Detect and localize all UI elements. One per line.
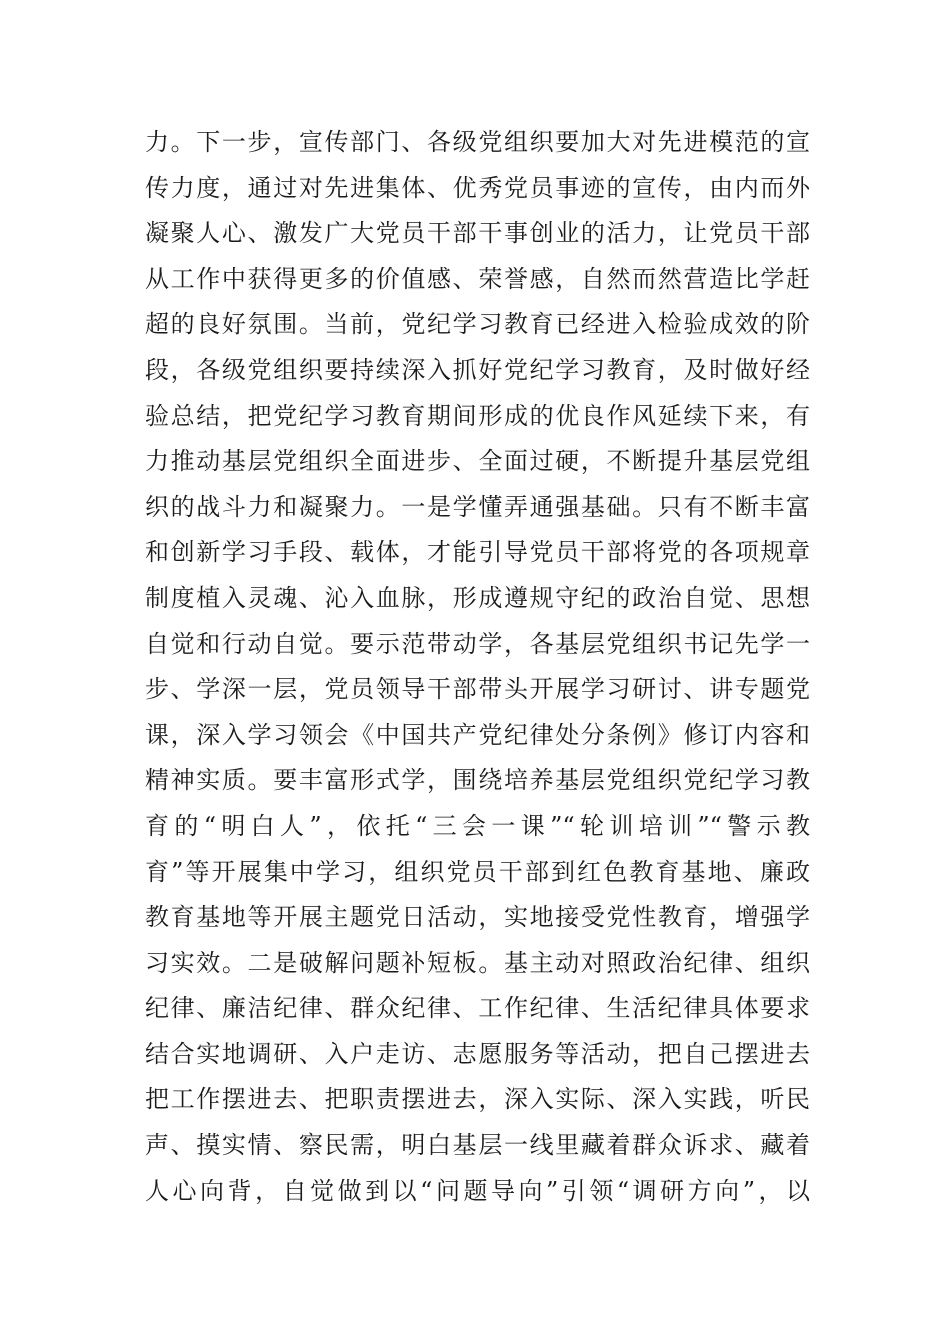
text-line-5: 超的良好氛围。当前，党纪学习教育已经进入检验成效的阶	[145, 310, 810, 339]
text-line-3: 凝聚人心、激发广大党员干部干事创业的活力，让党员干部	[145, 219, 810, 248]
body-text	[145, 120, 810, 1214]
text-line-24: 人心向背，自觉做到以“问题导向”引领“调研方向”，以	[145, 1176, 810, 1205]
text-line-21: 结合实地调研、入户走访、志愿服务等活动，把自己摆进去	[145, 1039, 810, 1068]
text-line-13: 步、学深一层，党员领导干部带头开展学习研讨、讲专题党	[145, 675, 810, 704]
text-line-6: 段，各级党组织要持续深入抓好党纪学习教育，及时做好经	[145, 355, 810, 384]
text-line-12: 自觉和行动自觉。要示范带动学，各基层党组织书记先学一	[145, 629, 810, 658]
text-line-8: 力推动基层党组织全面进步、全面过硬，不断提升基层党组	[145, 447, 810, 476]
text-line-19: 习实效。二是破解问题补短板。基主动对照政治纪律、组织	[145, 948, 810, 977]
text-line-22: 把工作摆进去、把职责摆进去，深入实际、深入实践，听民	[145, 1085, 810, 1114]
text-line-18: 教育基地等开展主题党日活动，实地接受党性教育，增强学	[145, 903, 810, 932]
text-line-1: 力。下一步，宣传部门、各级党组织要加大对先进模范的宣	[145, 128, 810, 156]
text-line-16: 育的“明白人”，依托“三会一课”“轮训培训”“警示教	[145, 811, 810, 840]
text-line-2: 传力度，通过对先进集体、优秀党员事迹的宣传，由内而外	[145, 173, 810, 202]
text-line-10: 和创新学习手段、载体，才能引导党员干部将党的各项规章	[145, 538, 810, 567]
text-line-23: 声、摸实情、察民需，明白基层一线里藏着群众诉求、藏着	[145, 1131, 810, 1160]
text-line-9: 织的战斗力和凝聚力。一是学懂弄通强基础。只有不断丰富	[145, 492, 810, 521]
text-line-14: 课，深入学习领会《中国共产党纪律处分条例》修订内容和	[145, 720, 810, 749]
text-line-20: 纪律、廉洁纪律、群众纪律、工作纪律、生活纪律具体要求	[145, 994, 810, 1023]
text-line-15: 精神实质。要丰富形式学，围绕培养基层党组织党纪学习教	[145, 766, 810, 795]
text-line-11: 制度植入灵魂、沁入血脉，形成遵规守纪的政治自觉、思想	[145, 583, 810, 612]
text-line-7: 验总结，把党纪学习教育期间形成的优良作风延续下来，有	[145, 401, 810, 430]
text-line-4: 从工作中获得更多的价值感、荣誉感，自然而然营造比学赶	[145, 264, 810, 293]
text-line-17: 育”等开展集中学习，组织党员干部到红色教育基地、廉政	[145, 857, 810, 886]
